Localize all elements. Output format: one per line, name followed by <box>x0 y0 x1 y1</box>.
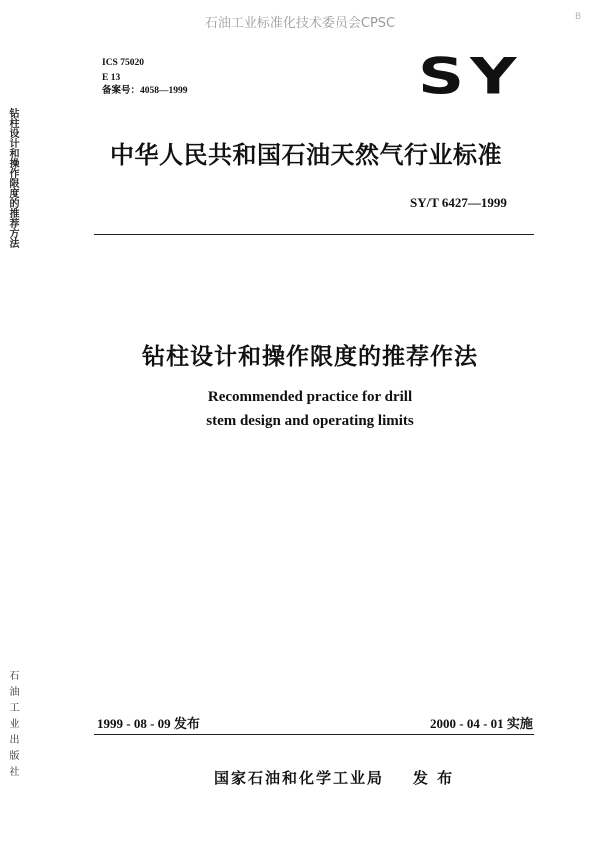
top-divider <box>94 234 534 235</box>
bottom-divider <box>94 734 534 735</box>
implementation-date: 2000 - 04 - 01 实施 <box>430 716 533 731</box>
standard-number: SY/T 6427—1999 <box>410 195 507 210</box>
spine-publisher: 石油工业出版社 <box>7 670 18 782</box>
document-title-en-line2: stem design and operating limits <box>206 413 414 429</box>
sy-logo: SY <box>418 48 523 106</box>
ics-code: ICS 75020 <box>102 58 144 68</box>
document-title-en-line1: Recommended practice for drill <box>207 389 413 405</box>
spine-title: 钻柱设计和操作限度的推荐方法 <box>7 108 18 248</box>
filing-number: 备案号：4058—1999 <box>102 86 188 96</box>
corner-mark: B <box>575 12 582 22</box>
issuing-authority: 国家石油和化学工业局 发 布 <box>214 769 455 787</box>
watermark-text: 石油工业标准化技术委员会CPSC <box>204 16 396 31</box>
issue-date: 1999 - 08 - 09 发布 <box>97 716 200 731</box>
classification-code: E 13 <box>102 73 121 83</box>
organization-title: 中华人民共和国石油天然气行业标准 <box>110 141 502 169</box>
document-title-zh: 钻柱设计和操作限度的推荐作法 <box>142 344 478 370</box>
